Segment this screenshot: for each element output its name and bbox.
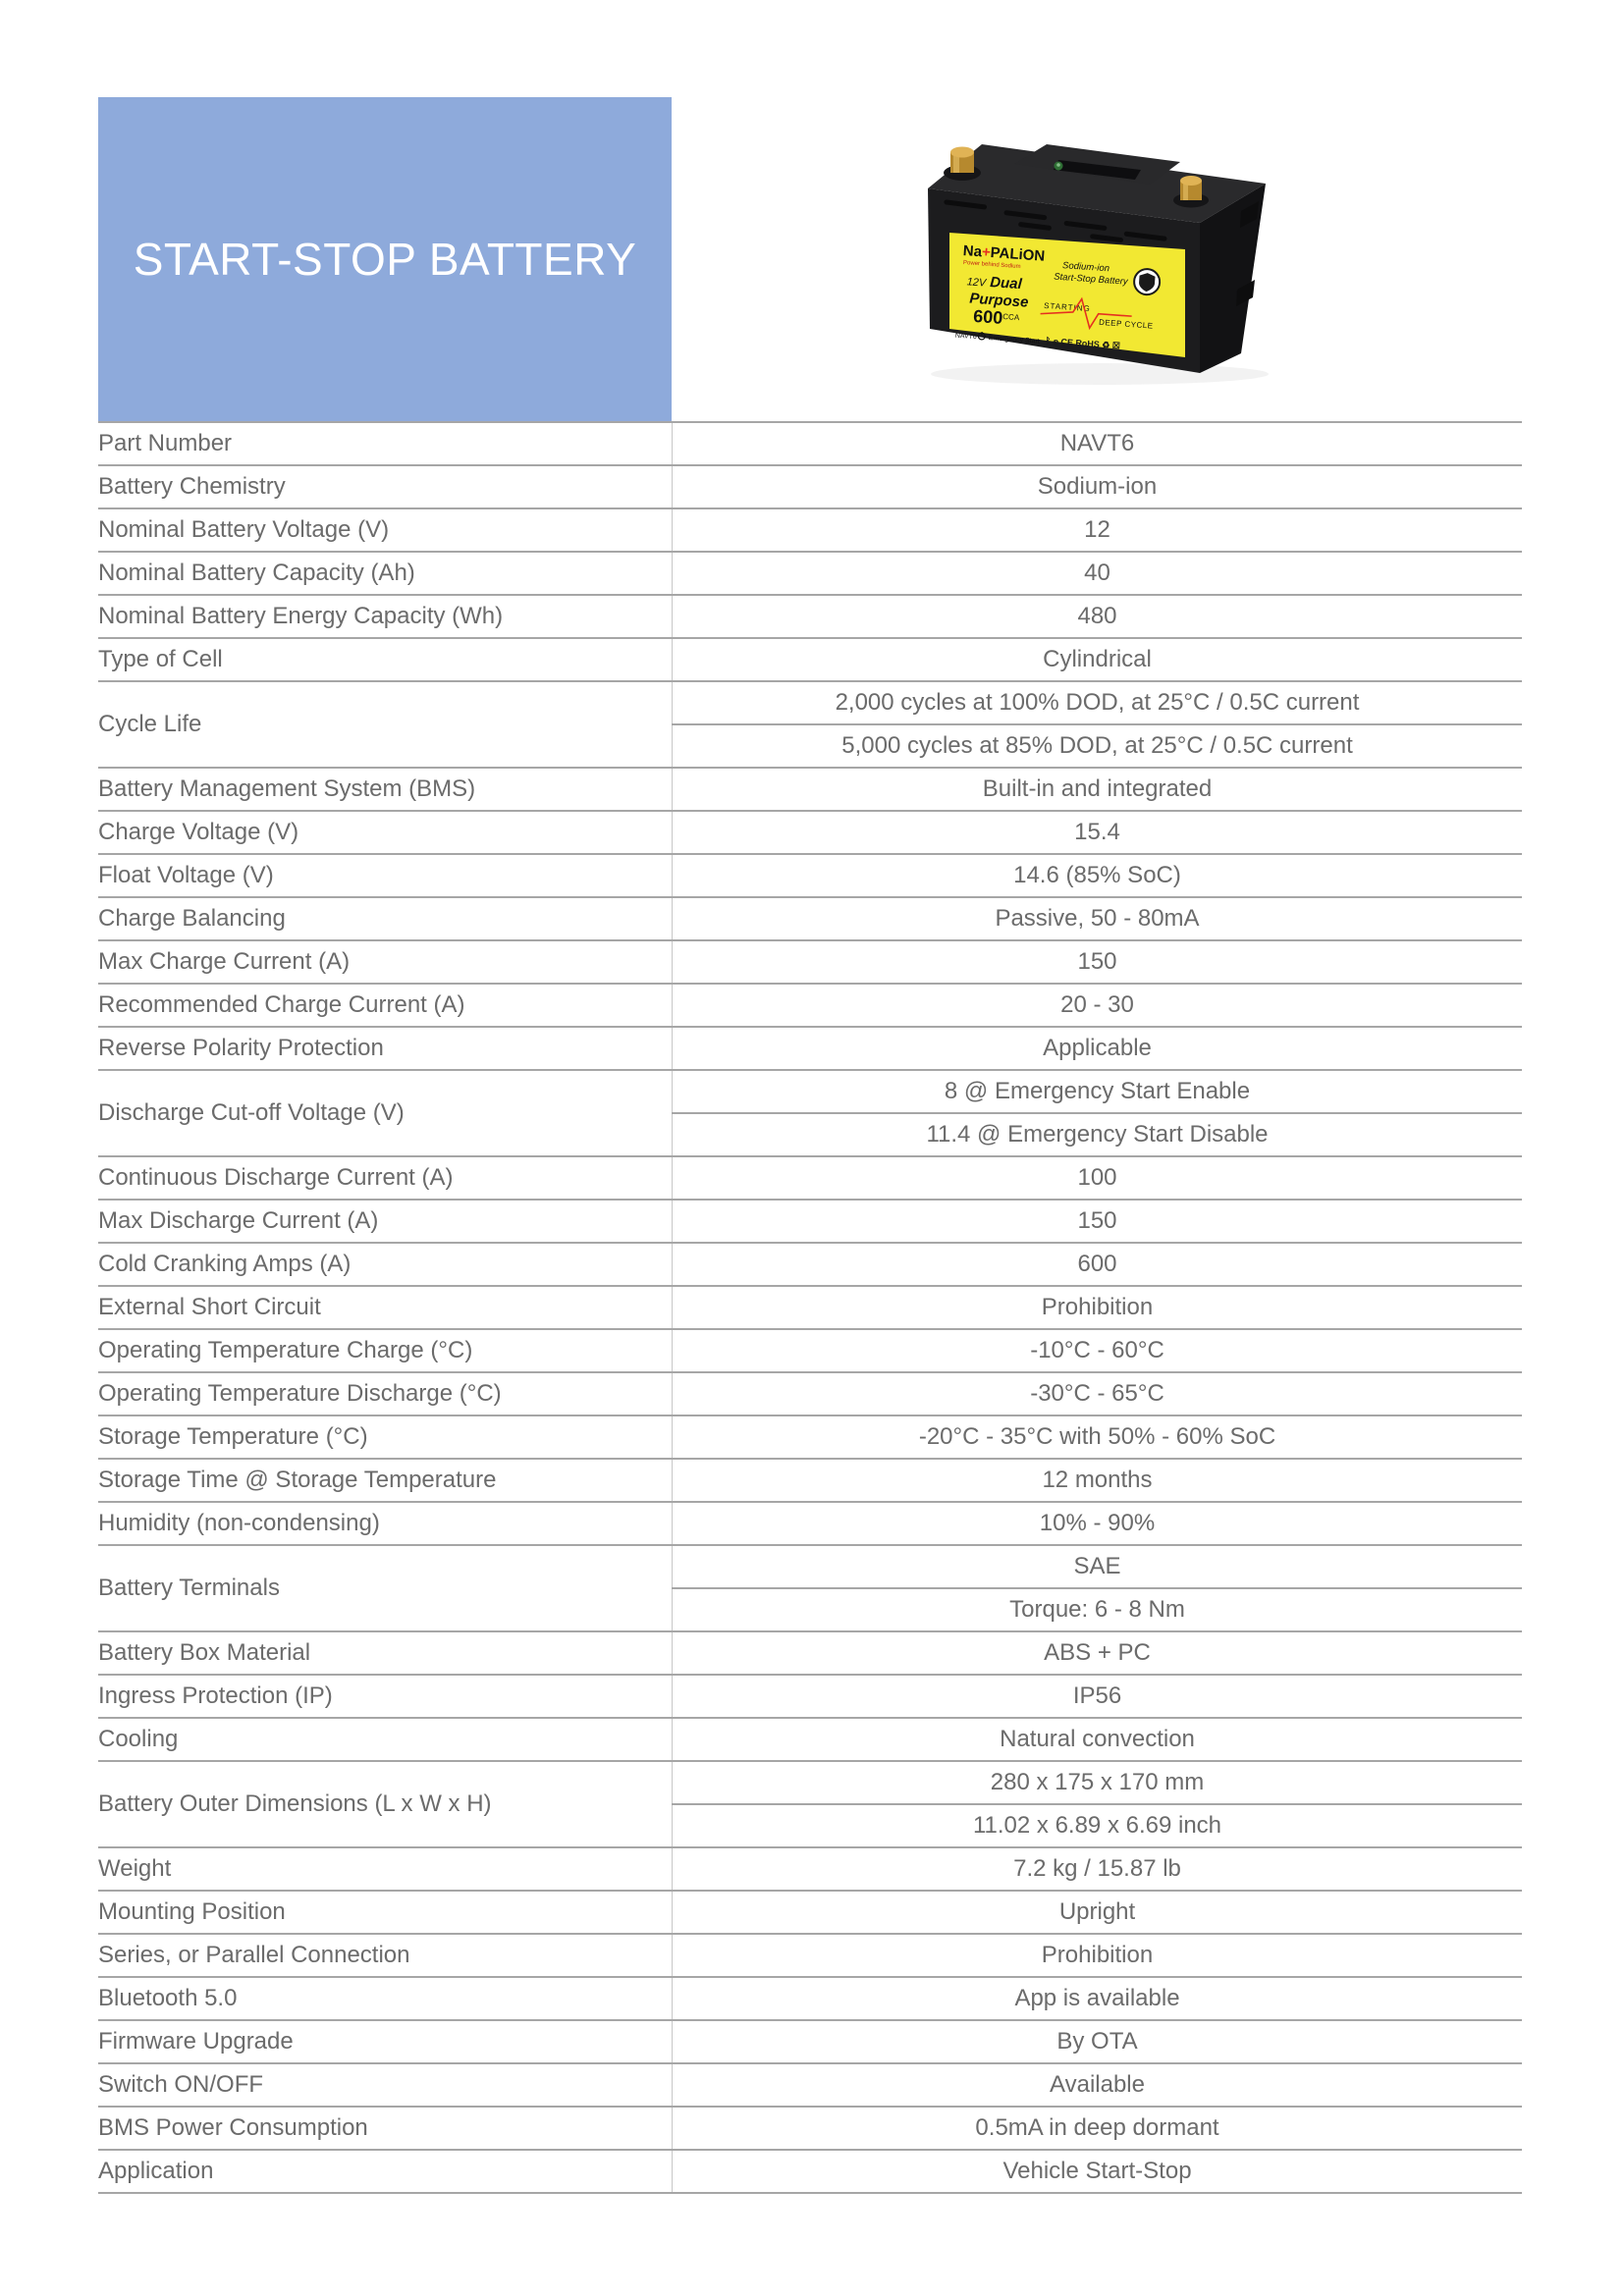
spec-label: Storage Time @ Storage Temperature xyxy=(98,1459,673,1502)
spec-value: Cylindrical xyxy=(673,638,1523,681)
spec-value: ABS + PC xyxy=(673,1631,1523,1675)
spec-label: Reverse Polarity Protection xyxy=(98,1027,673,1070)
lion-shield-icon xyxy=(1133,268,1161,295)
spec-label: Max Charge Current (A) xyxy=(98,940,673,984)
brand-tagline: Power behind Sodium xyxy=(962,260,1021,271)
spec-value: Sodium-ion xyxy=(673,465,1523,508)
table-row xyxy=(98,1718,1522,1761)
table-row xyxy=(98,638,1522,681)
spec-value: 480 xyxy=(673,595,1523,638)
spec-label: Switch ON/OFF xyxy=(98,2063,673,2107)
spec-label: Battery Terminals xyxy=(98,1545,673,1631)
spec-value: 5,000 cycles at 85% DOD, at 25°C / 0.5C current xyxy=(673,724,1523,768)
spec-label: Max Discharge Current (A) xyxy=(98,1200,673,1243)
spec-label: Charge Voltage (V) xyxy=(98,811,673,854)
table-row xyxy=(98,552,1522,595)
spec-table-body xyxy=(98,422,1522,2193)
spec-label: Type of Cell xyxy=(98,638,673,681)
brand-text: Na+PALiON xyxy=(962,241,1046,265)
table-row xyxy=(98,1459,1522,1502)
spec-label: Battery Box Material xyxy=(98,1631,673,1675)
table-row xyxy=(98,1372,1522,1415)
page-title: START-STOP BATTERY xyxy=(133,234,637,285)
table-row xyxy=(98,681,1522,724)
battery-product-image xyxy=(913,103,1286,402)
spec-label: Storage Temperature (°C) xyxy=(98,1415,673,1459)
table-row xyxy=(98,854,1522,897)
chemistry-text-2: Start-Stop Battery xyxy=(1053,271,1128,288)
spec-label: Series, or Parallel Connection xyxy=(98,1934,673,1977)
spec-value: Passive, 50 - 80mA xyxy=(673,897,1523,940)
spec-label: Humidity (non-condensing) xyxy=(98,1502,673,1545)
spec-value: 12 months xyxy=(673,1459,1523,1502)
battery-shadow xyxy=(931,363,1269,385)
spec-value: Available xyxy=(673,2063,1523,2107)
table-row xyxy=(98,1891,1522,1934)
spec-value: IP56 xyxy=(673,1675,1523,1718)
spec-value: -10°C - 60°C xyxy=(673,1329,1523,1372)
spec-value: 10% - 90% xyxy=(673,1502,1523,1545)
table-row xyxy=(98,811,1522,854)
table-row xyxy=(98,1761,1522,1804)
spec-value: NAVT6 xyxy=(673,422,1523,465)
spec-label: Application xyxy=(98,2150,673,2193)
spec-label: Mounting Position xyxy=(98,1891,673,1934)
spec-label: Cooling xyxy=(98,1718,673,1761)
spec-value: SAE xyxy=(673,1545,1523,1588)
table-row xyxy=(98,465,1522,508)
spec-label: Cycle Life xyxy=(98,681,673,768)
starting-text: STARTING xyxy=(1043,300,1092,314)
spec-value: 600 xyxy=(673,1243,1523,1286)
spec-value: Vehicle Start-Stop xyxy=(673,2150,1523,2193)
table-row xyxy=(98,1847,1522,1891)
spec-label: Battery Chemistry xyxy=(98,465,673,508)
table-row xyxy=(98,1977,1522,2020)
spec-value: 100 xyxy=(673,1156,1523,1200)
spec-label: BMS Power Consumption xyxy=(98,2107,673,2150)
spec-label: Float Voltage (V) xyxy=(98,854,673,897)
spec-value: 11.02 x 6.89 x 6.69 inch xyxy=(673,1804,1523,1847)
spec-label: Charge Balancing xyxy=(98,897,673,940)
header-block xyxy=(98,97,672,421)
spec-value: App is available xyxy=(673,1977,1523,2020)
spec-label: Discharge Cut-off Voltage (V) xyxy=(98,1070,673,1156)
table-row xyxy=(98,1027,1522,1070)
table-row xyxy=(98,768,1522,811)
table-row xyxy=(98,2063,1522,2107)
spec-value: Applicable xyxy=(673,1027,1523,1070)
model-text: NAVT6 xyxy=(954,332,978,342)
spec-label: Cold Cranking Amps (A) xyxy=(98,1243,673,1286)
spec-value: 20 - 30 xyxy=(673,984,1523,1027)
spec-value: 15.4 xyxy=(673,811,1523,854)
table-row xyxy=(98,1200,1522,1243)
spec-label: Recommended Charge Current (A) xyxy=(98,984,673,1027)
spec-value: -30°C - 65°C xyxy=(673,1372,1523,1415)
spec-value: 2,000 cycles at 100% DOD, at 25°C / 0.5C current xyxy=(673,681,1523,724)
spec-label: Operating Temperature Charge (°C) xyxy=(98,1329,673,1372)
indicator-eye-center-icon xyxy=(1056,163,1060,167)
spec-label: Weight xyxy=(98,1847,673,1891)
spec-table xyxy=(98,421,1522,2194)
spec-label: Nominal Battery Energy Capacity (Wh) xyxy=(98,595,673,638)
table-row xyxy=(98,1631,1522,1675)
table-row xyxy=(98,2150,1522,2193)
table-row xyxy=(98,1502,1522,1545)
spec-value: By OTA xyxy=(673,2020,1523,2063)
spec-value: 8 @ Emergency Start Enable xyxy=(673,1070,1523,1113)
spec-value: -20°C - 35°C with 50% - 60% SoC xyxy=(673,1415,1523,1459)
spec-value: Prohibition xyxy=(673,1934,1523,1977)
spec-label: Nominal Battery Voltage (V) xyxy=(98,508,673,552)
spec-label: Ingress Protection (IP) xyxy=(98,1675,673,1718)
table-row xyxy=(98,1675,1522,1718)
spec-label: Battery Outer Dimensions (L x W x H) xyxy=(98,1761,673,1847)
dual-purpose-text-1: 12V Dual xyxy=(966,273,1023,294)
spec-value: Torque: 6 - 8 Nm xyxy=(673,1588,1523,1631)
table-row xyxy=(98,1070,1522,1113)
table-row xyxy=(98,897,1522,940)
table-row xyxy=(98,508,1522,552)
battery-illustration xyxy=(913,103,1286,398)
deep-cycle-text: DEEP CYCLE xyxy=(1098,317,1154,331)
spec-value: Upright xyxy=(673,1891,1523,1934)
spec-label: Part Number xyxy=(98,422,673,465)
table-row xyxy=(98,595,1522,638)
spec-value: 12 xyxy=(673,508,1523,552)
spec-value: 7.2 kg / 15.87 lb xyxy=(673,1847,1523,1891)
spec-label: External Short Circuit xyxy=(98,1286,673,1329)
spec-value: 14.6 (85% SoC) xyxy=(673,854,1523,897)
spec-label: Battery Management System (BMS) xyxy=(98,768,673,811)
spec-value: 40 xyxy=(673,552,1523,595)
table-row xyxy=(98,1329,1522,1372)
table-row xyxy=(98,1243,1522,1286)
spec-value: Prohibition xyxy=(673,1286,1523,1329)
certification-marks-icons: ᛒ Ⓥ CE RoHS ♻ ☒ xyxy=(1045,336,1121,351)
table-row xyxy=(98,1286,1522,1329)
spec-label: Firmware Upgrade xyxy=(98,2020,673,2063)
cca-rating-text: $600^{CCA}$ xyxy=(972,305,1020,328)
spec-label: Operating Temperature Discharge (°C) xyxy=(98,1372,673,1415)
emergency-start-text: Emergency Start xyxy=(988,335,1040,346)
table-row xyxy=(98,1545,1522,1588)
table-row xyxy=(98,1934,1522,1977)
table-row xyxy=(98,2020,1522,2063)
table-row xyxy=(98,422,1522,465)
spec-value: 280 x 175 x 170 mm xyxy=(673,1761,1523,1804)
table-row xyxy=(98,2107,1522,2150)
table-row xyxy=(98,1156,1522,1200)
spec-value: 150 xyxy=(673,940,1523,984)
table-row xyxy=(98,940,1522,984)
spec-value: Natural convection xyxy=(673,1718,1523,1761)
spec-label: Bluetooth 5.0 xyxy=(98,1977,673,2020)
spec-value: 150 xyxy=(673,1200,1523,1243)
table-row xyxy=(98,1415,1522,1459)
dual-purpose-text-2: Purpose xyxy=(968,290,1029,311)
spec-value: Built-in and integrated xyxy=(673,768,1523,811)
spec-value: 0.5mA in deep dormant xyxy=(673,2107,1523,2150)
spec-label: Continuous Discharge Current (A) xyxy=(98,1156,673,1200)
chemistry-text-1: Sodium-ion xyxy=(1061,260,1110,275)
table-row xyxy=(98,984,1522,1027)
spec-label: Nominal Battery Capacity (Ah) xyxy=(98,552,673,595)
spec-value: 11.4 @ Emergency Start Disable xyxy=(673,1113,1523,1156)
